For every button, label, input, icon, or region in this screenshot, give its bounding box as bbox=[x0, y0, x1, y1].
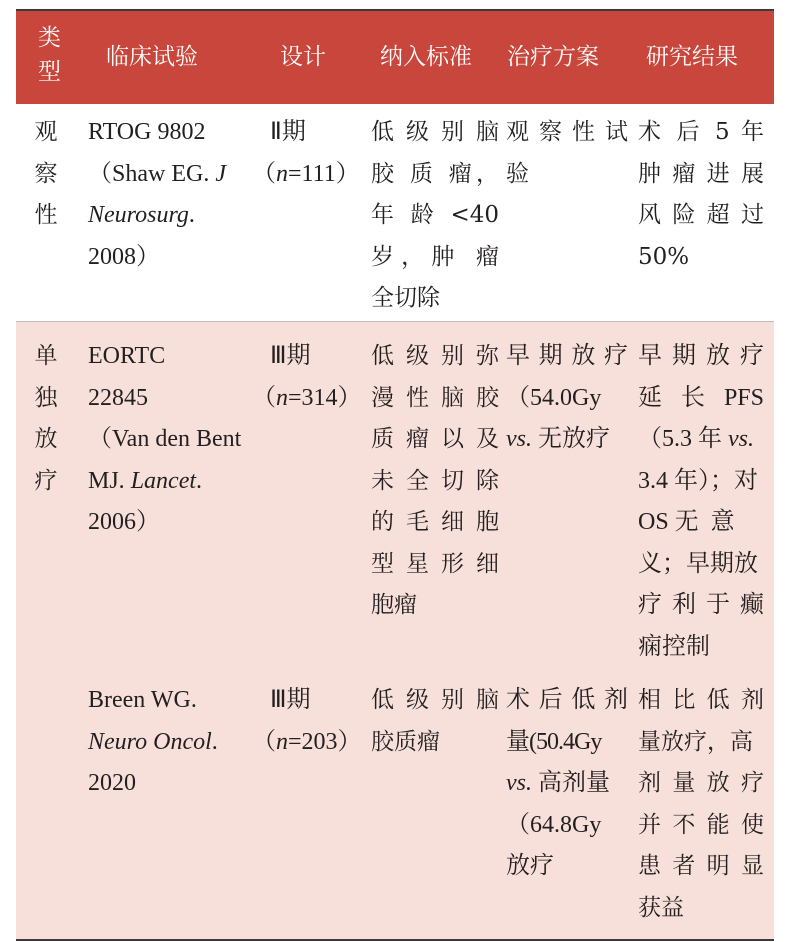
table-row bbox=[16, 104, 774, 322]
row-trial: EORTC 22845 （Van den Bent MJ. Lancet. 2006） bbox=[88, 343, 242, 535]
bottom-rule bbox=[16, 939, 774, 941]
row-design: Ⅲ期 （n=203） bbox=[252, 687, 362, 755]
row-trial: RTOG 9802 （Shaw EG. J Neurosurg. 2008） bbox=[88, 119, 226, 270]
header-type-1: 类 bbox=[38, 25, 61, 51]
header-criteria: 纳入标准 bbox=[380, 44, 472, 70]
row-treatment: 观察性试 验 bbox=[506, 119, 628, 187]
row-result: 早 期 放 疗 延 长 PFS （5.3 年 vs. 3.4 年）；对 OS 无 意 义；早期放 疗利于癫 痫控制 bbox=[638, 343, 764, 660]
header-result: 研究结果 bbox=[646, 44, 738, 70]
row-type: 单 独 放 疗 bbox=[34, 343, 58, 494]
row-design: Ⅱ期 （n=111） bbox=[252, 119, 360, 187]
row-design: Ⅲ期 （n=314） bbox=[252, 343, 362, 411]
row-criteria: 低级别弥 漫性脑胶 质瘤以及 未全切除 的毛细胞 型星形细 胞瘤 bbox=[371, 343, 499, 618]
row-treatment: 早期放疗 （54.0Gy vs. 无放疗 bbox=[506, 343, 628, 452]
header-trial: 临床试验 bbox=[106, 44, 198, 70]
table-row bbox=[16, 322, 774, 677]
table-row bbox=[16, 677, 774, 939]
header-type-2: 型 bbox=[38, 59, 61, 85]
table-header bbox=[16, 11, 774, 104]
row-criteria: 低级别脑 胶质瘤 bbox=[371, 687, 499, 755]
clinical-trials-table bbox=[16, 9, 774, 941]
row-criteria: 低级别脑 胶 质 瘤， 年 龄 <40 岁，肿 瘤 全切除 bbox=[371, 119, 499, 311]
header-treatment: 治疗方案 bbox=[507, 44, 599, 70]
row-type: 观 察 性 bbox=[34, 119, 58, 228]
row-result: 相比低剂 量放疗，高 剂量放疗 并不能使 患者明显 获益 bbox=[638, 687, 764, 921]
row-result: 术 后 5 年 肿瘤进展 风险超过 50% bbox=[638, 119, 764, 270]
row-trial: Breen WG. Neuro Oncol. 2020 bbox=[88, 687, 218, 796]
header-design: 设计 bbox=[280, 44, 326, 70]
row-treatment: 术后低剂 量(50.4Gy vs. 高剂量 （64.8Gy 放疗 bbox=[506, 687, 628, 879]
